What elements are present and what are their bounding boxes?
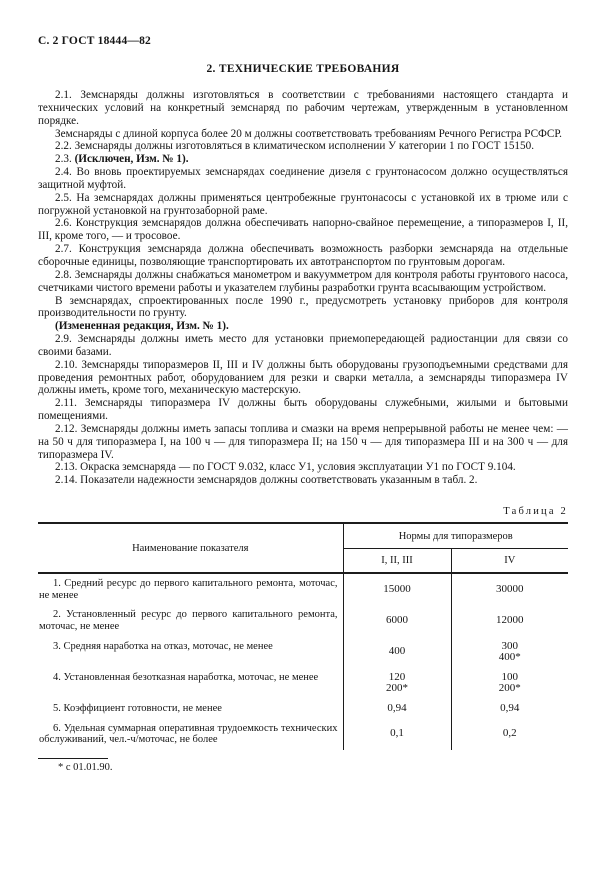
paragraph [38,243,568,269]
body-paragraphs [38,89,568,487]
paragraph [38,269,568,295]
value-sizes-1-2-3: 400 [343,637,451,668]
paragraph [38,153,568,166]
paragraph-segment: 2.5. На земснарядах должны применяться центробежные грунтонасосы с установкой их в трюме или с погружной установкой на грунтозаборной раме. [38,191,568,217]
value-sizes-1-2-3: 120 200* [343,668,451,699]
row-indicator-name: 6. Удельная суммарная оперативная трудоемкость технических обслуживаний, чел.-ч/моточас, не более [38,719,343,750]
paragraph [38,89,568,128]
paragraph-segment: 2.6. Конструкция земснарядов должна обеспечивать напорно-свайное перемещение, а типоразмеров I, II, III, кроме того, — и тросовое. [38,217,568,243]
paragraph-segment: 2.14. Показатели надежности земснарядов должны соответствовать указанным в табл. 2. [55,474,478,487]
table-header [38,523,568,573]
table-row [38,719,568,750]
table-caption: Таблица 2 [503,506,568,518]
value-sizes-1-2-3: 6000 [343,605,451,636]
paragraph-segment: 2.13. Окраска земснаряда — по ГОСТ 9.032, класс У1, условия эксплуатации У1 по ГОСТ 9.104. [55,461,516,474]
paragraph-segment: 2.3. [55,153,75,166]
paragraph-segment: Земснаряды с длиной корпуса более 20 м должны соответствовать требованиям Речного Регистра РСФСР. [55,127,562,140]
paragraph-bold-segment: (Измененная редакция, Изм. № 1). [55,320,229,333]
row-indicator-name: 1. Средний ресурс до первого капитального ремонта, моточас, не менее [38,573,343,605]
paragraph [38,217,568,243]
value-size-4: 0,2 [502,727,517,740]
table-body [38,573,568,750]
column-header-sizes-1-2-3: I, II, III [343,549,451,574]
value-size-4: 0,94 [500,701,520,714]
paragraph-segment: 2.7. Конструкция земснаряда должна обеспечивать возможность разборки земснаряда на отдельные сборочные единицы, позволяющие транспортировать их автотранспортом по грунтовым дорогам. [38,243,568,268]
value-size-4: 100 200* [498,670,521,695]
page-header: С. 2 ГОСТ 18444—82 [38,35,151,47]
paragraph [38,474,568,487]
row-indicator-name: 4. Установленная безотказная наработка, моточас, не менее [38,668,343,699]
table-row [38,637,568,668]
paragraph-segment: 2.8. Земснаряды должны снабжаться манометром и вакуумметром для контроля работы грунтового насоса, счетчиками чистого времени работы и указателем глубины разработки грунта всасывающим устройством. [38,268,568,294]
paragraph [38,295,568,321]
value-size-4: 30000 [496,582,524,595]
value-size-4: 12000 [496,614,524,627]
paragraph [38,359,568,398]
value-sizes-1-2-3: 0,94 [343,699,451,719]
reliability-table [38,522,568,750]
section-title: 2. ТЕХНИЧЕСКИЕ ТРЕБОВАНИЯ [206,63,400,75]
paragraph [38,423,568,462]
paragraph-segment: 2.10. Земснаряды типоразмеров II, III и IV должны быть оборудованы грузоподъемными средствами для проведения ремонтных работ, оборудованием для резки и сварки металла, а земснаряды типоразмера IV должны иметь, кроме того, механическую мастерскую. [38,358,568,397]
column-header-norms: Нормы для типоразмеров [343,523,568,549]
table-row [38,573,568,605]
paragraph [38,397,568,423]
footnote-text: * с 01.01.90. [58,761,113,773]
paragraph [38,461,568,474]
table-row [38,668,568,699]
value-sizes-1-2-3: 15000 [343,573,451,605]
paragraph-segment: 2.2. Земснаряды должны изготовляться в климатическом исполнении У категории 1 по ГОСТ 15150. [55,140,534,153]
paragraph [38,320,568,333]
paragraph [38,192,568,218]
row-indicator-name: 2. Установленный ресурс до первого капитального ремонта, моточас, не менее [38,605,343,636]
paragraph [38,166,568,192]
paragraph-segment: 2.11. Земснаряды типоразмера IV должны быть оборудованы служебными, жилыми и бытовыми помещениями. [38,397,568,423]
footnote-divider [38,758,108,759]
paragraph [38,140,568,153]
paragraph-bold-segment: (Исключен, Изм. № 1). [74,153,189,166]
paragraph-segment: В земснарядах, спроектированных после 1990 г., предусмотреть установку приборов для контроля производительности по грунту. [38,294,568,320]
table-row [38,699,568,719]
paragraph [38,333,568,359]
value-sizes-1-2-3: 0,1 [343,719,451,750]
paragraph [38,128,568,141]
paragraph-segment: 2.4. Во вновь проектируемых земснарядах соединение дизеля с грунтонасосом должно осуществляться защитной муфтой. [38,166,568,191]
column-header-size-4: IV [451,549,568,574]
value-size-4: 300 400* [498,639,521,664]
row-indicator-name: 5. Коэффициент готовности, не менее [38,699,343,719]
column-header-name: Наименование показателя [38,523,343,573]
paragraph-segment: 2.1. Земснаряды должны изготовляться в соответствии с требованиями настоящего стандарта и технических условий на конкретный земснаряд по рабочим чертежам, утвержденным в установленном порядке. [38,89,568,127]
table-row [38,605,568,636]
paragraph-segment: 2.9. Земснаряды должны иметь место для установки приемопередающей радиостанции для связи со своими базами. [38,333,568,358]
row-indicator-name: 3. Средняя наработка на отказ, моточас, не менее [38,637,343,668]
paragraph-segment: 2.12. Земснаряды должны иметь запасы топлива и смазки на время непрерывной работы не менее чем: — на 50 ч для типоразмера I, на 100 ч — для типоразмера II; на 150 ч — для типоразмера III и на 300 ч — для типоразмера IV. [38,422,568,461]
